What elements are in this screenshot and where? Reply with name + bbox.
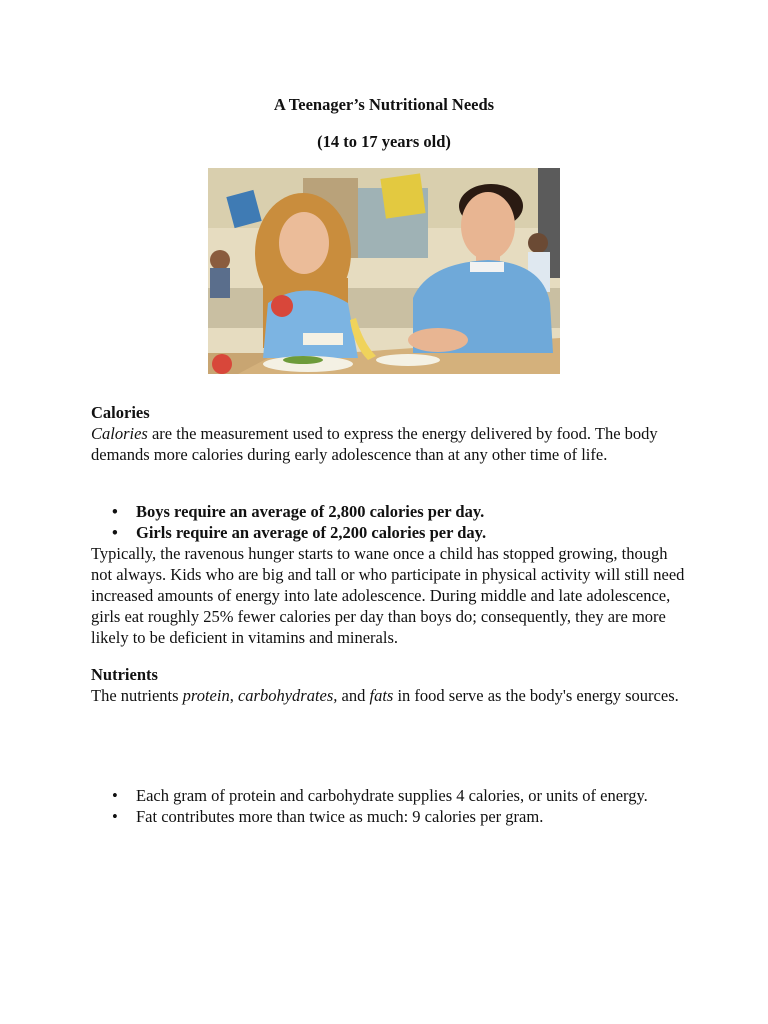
calories-term: Calories (91, 424, 148, 443)
nutrients-sep-2: and (337, 686, 370, 705)
nutrients-bullet-list (91, 785, 691, 827)
list-item: • Each gram of protein and carbohydrate supplies 4 calories, or units of energy. (91, 785, 656, 806)
document-title: A Teenager’s Nutritional Needs (273, 95, 495, 114)
calories-section (91, 402, 691, 465)
calories-intro (91, 423, 691, 465)
teen-students-photo (208, 168, 560, 374)
calories-intro-text: are the measurement used to express the energy delivered by food. The body demands more calories during early adolescence than at any other time of life. (91, 424, 658, 464)
list-item: • Boys require an average of 2,800 calories per day. (91, 501, 691, 522)
document-subtitle: (14 to 17 years old) (317, 132, 451, 151)
calories-bullets-block (91, 501, 691, 648)
list-item: • Fat contributes more than twice as much: 9 calories per gram. (91, 806, 691, 827)
nutrients-lead: The nutrients (91, 686, 183, 705)
nutrients-bullets-block (91, 785, 691, 827)
nutrients-section (91, 664, 691, 706)
nutrient-protein: protein (182, 686, 230, 705)
nutrients-sep-1: , (229, 686, 238, 705)
calories-paragraph: Typically, the ravenous hunger starts to wane once a child has stopped growing, though not always. Kids who are big and tall or who participate in physical activity will still need increased amounts of energy into late adolescence. During middle and late adolescence, girls eat roughly 25% fewer calories per day than boys do; consequently, they are more likely to be deficient in vitamins and minerals. (91, 544, 685, 647)
nutrient-carbohydrates: carbohydrates, (237, 686, 338, 705)
nutrient-fats: fats (369, 686, 394, 705)
calories-bullet-list (91, 501, 691, 543)
nutrients-heading: Nutrients (91, 665, 158, 684)
nutrients-intro (91, 685, 691, 706)
calories-heading: Calories (91, 403, 150, 422)
list-item: • Girls require an average of 2,200 calories per day. (91, 522, 691, 543)
nutrients-tail: in food serve as the body's energy sources. (393, 686, 679, 705)
